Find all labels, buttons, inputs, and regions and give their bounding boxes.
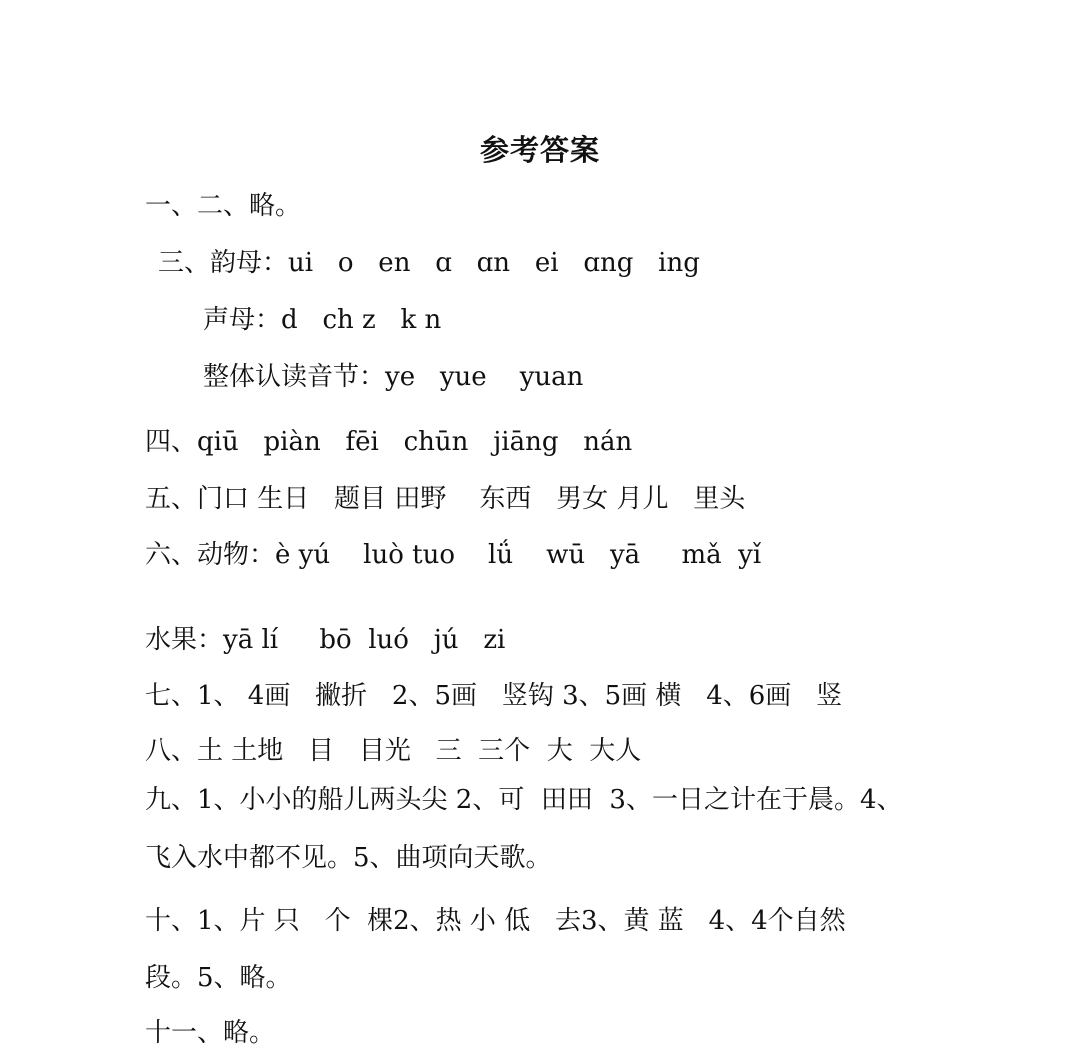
answer-line-7: 七、1、 4画 撇折 2、5画 竖钩 3、5画 横 4、6画 竖 (145, 681, 843, 711)
answer-line-3-syllables: 整体认读音节：ye yue yuan (203, 362, 584, 392)
answer-line-5: 五、门口 生日 题目 田野 东西 男女 月儿 里头 (145, 484, 746, 514)
answer-line-1: 一、二、略。 (145, 191, 302, 221)
answer-line-9a: 九、1、小小的船儿两头尖 2、可 田田 3、一日之计在于晨。4、 (145, 785, 903, 815)
answer-line-11: 十一、略。 (145, 1018, 276, 1048)
answer-line-4: 四、qiū piàn fēi chūn jiāng nán (145, 427, 633, 457)
answer-line-6-animals: 六、动物：è yú luò tuo lǘ wū yā mǎ yǐ (145, 540, 762, 570)
answer-line-8: 八、土 土地 目 目光 三 三个 大 大人 (145, 736, 642, 766)
answer-line-10a: 十、1、片 只 个 棵2、热 小 低 去3、黄 蓝 4、4个自然 (145, 906, 846, 936)
answer-line-9b: 飞入水中都不见。5、曲项向天歌。 (145, 843, 552, 873)
answer-line-6-fruits: 水果：yā lí bō luó jú zi (145, 625, 506, 655)
page-title: 参考答案 (479, 133, 600, 167)
answer-line-10b: 段。5、略。 (145, 963, 292, 993)
answer-line-3-finals: 三、韵母：ui o en ɑ ɑn ei ɑng ing (158, 248, 700, 278)
answer-line-3-initials: 声母：d ch z k n (203, 305, 442, 335)
